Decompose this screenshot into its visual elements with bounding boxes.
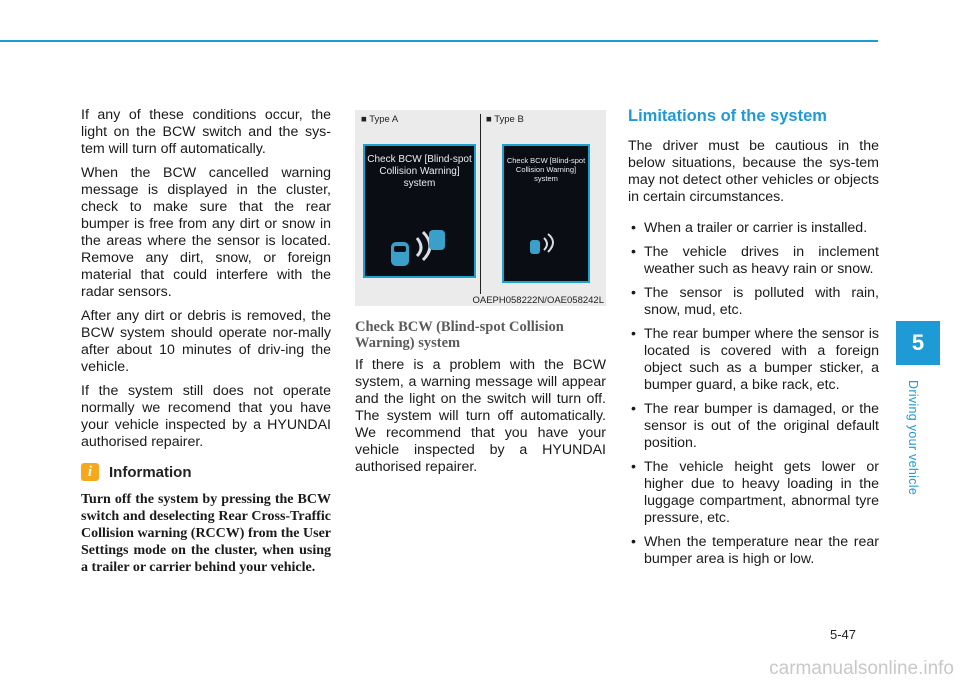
chapter-tab: 5: [896, 321, 940, 365]
header-rule: [0, 40, 878, 42]
limitations-heading: Limitations of the system: [628, 107, 827, 125]
paragraph: If the system still does not operate normally we recomend that you have your vehicle inspected by a HYUNDAI authorised repairer.: [81, 383, 331, 450]
list-item: • When a trailer or carrier is installed.: [628, 220, 879, 237]
car-radar-icon: [504, 228, 588, 268]
paragraph: If there is a problem with the BCW system, a warning message will appear and the light on the switch will turn off. The system will turn off automatically. We recommend that you have your vehicle inspected by a HYUNDAI authorised repairer.: [355, 357, 606, 475]
column-left: [81, 107, 331, 576]
page-number: 5-47: [830, 627, 857, 642]
cluster-screen-type-a: [363, 144, 476, 278]
paragraph: The driver must be cautious in the below situations, because the sys-tem may not detect other vehicles or objects in certain circumstances.: [628, 138, 879, 205]
chapter-label: Driving your vehicle: [906, 380, 920, 496]
list-item: • The sensor is polluted with rain, snow, mud, etc.: [628, 285, 879, 319]
screen-warning-text: Check BCW [Blind-spot Collision Warning] system: [367, 154, 472, 189]
column-middle: [355, 107, 606, 483]
list-item: • The vehicle drives in inclement weather such as heavy rain or snow.: [628, 244, 879, 278]
cluster-screen-type-b: [502, 144, 590, 283]
limitations-list: [628, 220, 879, 568]
cluster-figure: [355, 110, 606, 306]
paragraph: When the BCW cancelled warning message is displayed in the cluster, check to make sure that the rear bumper is free from any dirt or snow in the areas where the sensor is located. Remove any dirt, snow, or foreign material that could interfere with the radar sensors.: [81, 165, 331, 300]
section-heading: Check BCW (Blind-spot Collision Warning) system: [355, 319, 564, 351]
paragraph: After any dirt or debris is removed, the BCW system should operate nor-mally after about 10 minutes of driv-ing the vehicle.: [81, 308, 331, 375]
list-item: • The rear bumper is damaged, or the sensor is out of the original default position.: [628, 401, 879, 452]
figure-code: OAEPH058222N/OAE058242L: [472, 295, 604, 306]
column-right: [628, 107, 879, 575]
info-icon: i: [81, 463, 99, 481]
type-a-label: ■ Type A: [361, 114, 399, 125]
watermark: carmanualsonline.info: [769, 658, 954, 679]
screen-warning-text: Check BCW [Blind-spot Collision Warning] system: [506, 156, 586, 183]
information-text: Turn off the system by pressing the BCW switch and deselecting Rear Cross-Traffic Collision warning (RCCW) from the User Settings mode on the cluster, when using a trailer or carrier behind your vehicle.: [81, 492, 331, 575]
figure-divider: [480, 114, 481, 294]
car-radar-icon: [365, 216, 474, 276]
list-item: • When the temperature near the rear bumper area is high or low.: [628, 534, 879, 568]
information-heading: [81, 463, 331, 481]
type-b-label: ■ Type B: [486, 114, 524, 125]
list-item: • The vehicle height gets lower or higher due to heavy loading in the luggage compartment, abnormal tyre pressure, etc.: [628, 459, 879, 527]
list-item: • The rear bumper where the sensor is located is covered with a foreign object such as a bumper sticker, a bumper guard, a bike rack, etc.: [628, 326, 879, 394]
paragraph: If any of these conditions occur, the light on the BCW switch and the sys-tem will turn off automatically.: [81, 107, 331, 157]
information-title: Information: [109, 463, 192, 481]
